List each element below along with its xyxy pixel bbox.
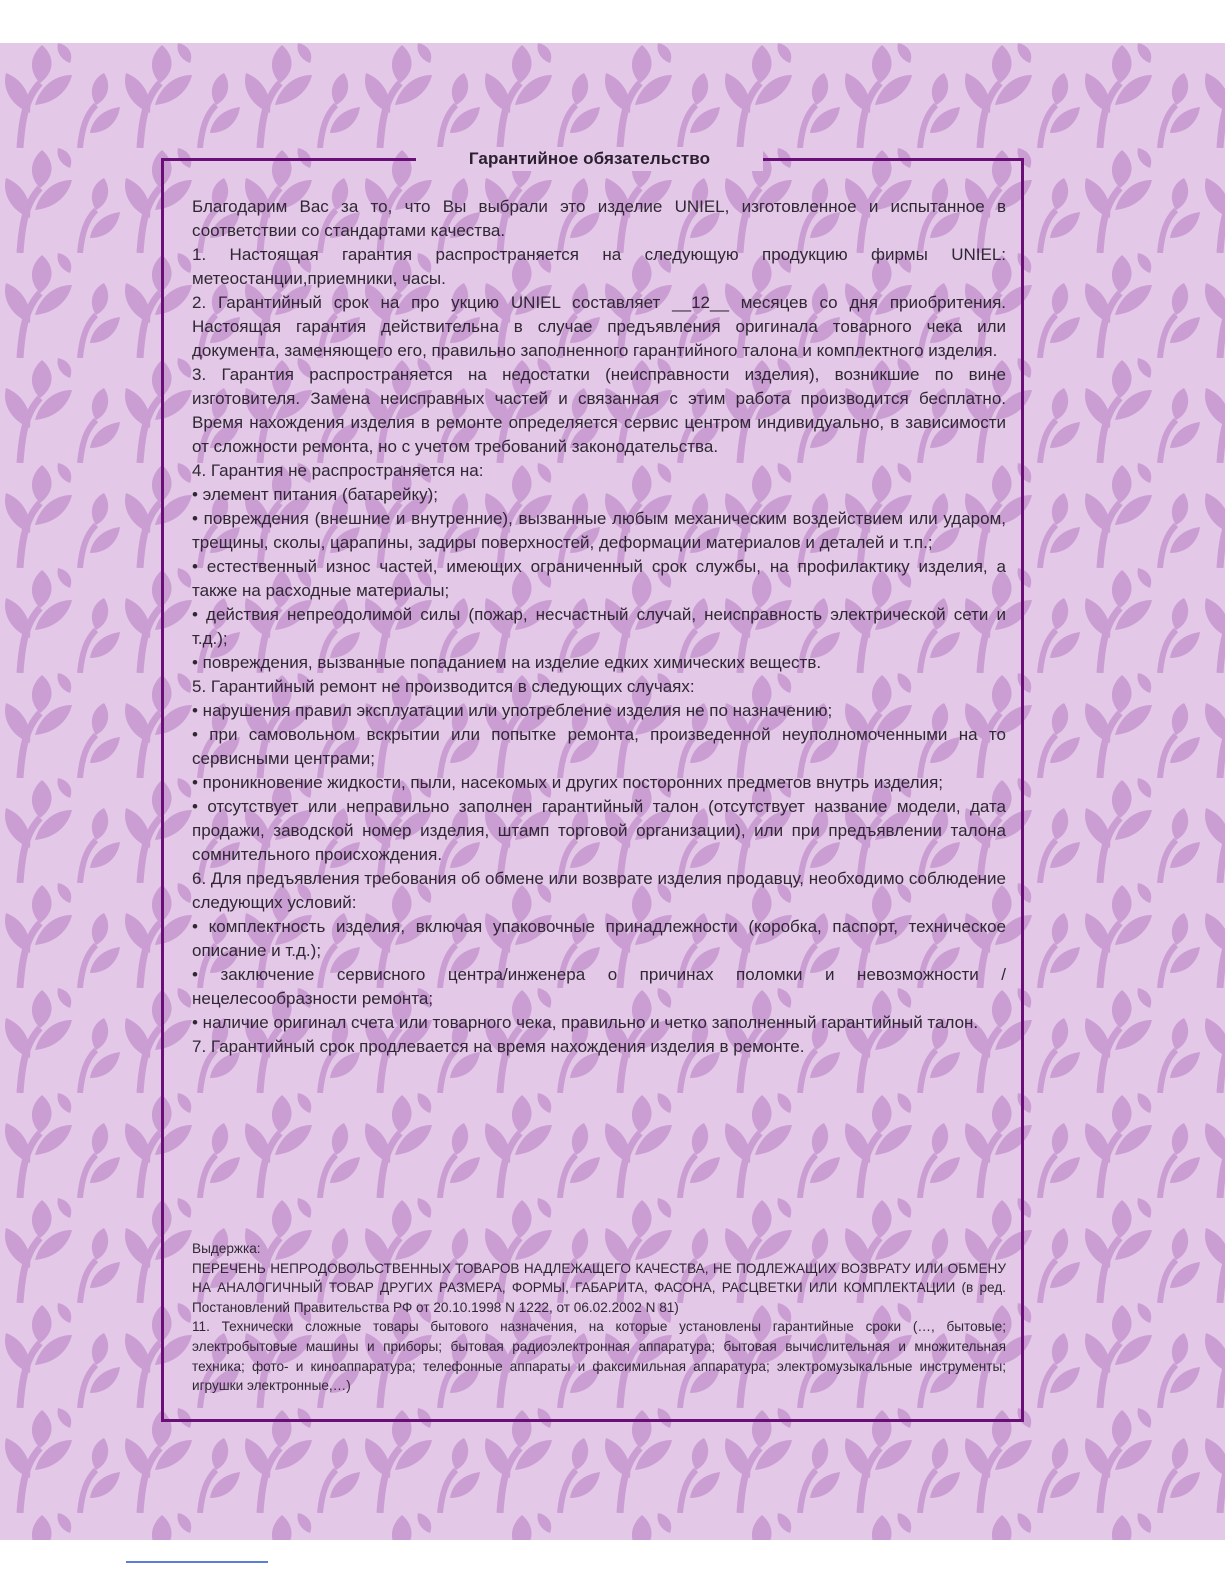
excerpt-paragraph: ПЕРЕЧЕНЬ НЕПРОДОВОЛЬСТВЕННЫХ ТОВАРОВ НАДЛЕЖАЩЕГО КАЧЕСТВА, НЕ ПОДЛЕЖАЩИХ ВОЗВРАТУ ИЛИ ОБМЕНУ НА АНАЛОГИЧНЫЙ ТОВАР ДРУГИХ РАЗМЕРА, ФОРМЫ, ГАБАРИТА, ФАСОНА, РАСЦВЕТКИ ИЛИ КОМПЛЕКТАЦИИ (в ред. Постановлений Правительства РФ от 20.10.1998 N 1222, от 06.02.2002 N 81): [192, 1260, 1006, 1315]
paragraph: • элемент питания (батарейку);: [192, 485, 439, 504]
document-title: Гарантийное обязательство: [468, 149, 711, 168]
paragraph: • наличие оригинал счета или товарного чека, правильно и четко заполненный гарантийный талон.: [192, 1013, 979, 1032]
paragraph: • естественный износ частей, имеющих ограниченный срок службы, на профилактику изделия, а также на расходные материалы;: [192, 557, 1006, 600]
title-container: [416, 147, 763, 171]
paragraph: • комплектность изделия, включая упаковочные принадлежности (коробка, паспорт, техническое описание и т.д.);: [192, 917, 1006, 960]
excerpt-paragraph: 11. Технически сложные товары бытового назначения, на которые установлены гарантийные сроки (…, бытовые; электробытовые машины и приборы; бытовая радиоэлектронная аппаратура; бытовая вычислительная и множительная техника; фото- и киноаппаратура; телефонные аппараты и факсимильная аппаратура; электромузыкальные инструменты; игрушки электронные,…): [192, 1319, 1006, 1394]
paragraph: • повреждения (внешние и внутренние), вызванные любым механическим воздействием или ударом, трещины, сколы, царапины, задиры поверхностей, деформации материалов и деталей и т.п.;: [192, 509, 1006, 552]
paragraph: 1. Настоящая гарантия распространяется на следующую продукцию фирмы UNIEL: метеостанции,приемники, часы.: [192, 245, 1006, 288]
paragraph: 6. Для предъявления требования об обмене или возврате изделия продавцу, необходимо соблюдение следующих условий:: [192, 869, 1006, 912]
paragraph: 2. Гарантийный срок на про укцию UNIEL составляет __12__ месяцев со дня приобритения. Настоящая гарантия действительна в случае предъявления оригинала товарного чека или документа, заменяющего его, правильно заполненного гарантийного талона и комплектного изделия.: [192, 293, 1006, 360]
paragraph: Благодарим Вас за то, что Вы выбрали это изделие UNIEL, изготовленное и испытанное в соответствии со стандартами качества.: [192, 197, 1006, 240]
paragraph: 4. Гарантия не распространяется на:: [192, 461, 484, 480]
paragraph: • нарушения правил эксплуатации или употребление изделия не по назначению;: [192, 701, 833, 720]
bottom-link-underline[interactable]: [126, 1561, 268, 1563]
legal-excerpt: [192, 1239, 1006, 1396]
paragraph: 3. Гарантия распространяется на недостатки (неисправности изделия), возникшие по вине изготовителя. Замена неисправных частей и связанная с этим работа производится бесплатно. Время нахождения изделия в ремонте определяется сервис центром индивидуально, в зависимости от сложности ремонта, но с учетом требований законодательства.: [192, 365, 1006, 456]
document-page: [0, 43, 1225, 1540]
paragraph: • при самовольном вскрытии или попытке ремонта, произведенной неуполномоченными на то сервисными центрами;: [192, 725, 1006, 768]
paragraph: • заключение сервисного центра/инженера о причинах поломки и невозможности / нецелесообразности ремонта;: [192, 965, 1006, 1008]
paragraph: 7. Гарантийный срок продлевается на время нахождения изделия в ремонте.: [192, 1037, 805, 1056]
warranty-text: [192, 195, 1006, 1059]
paragraph: • повреждения, вызванные попаданием на изделие едких химических веществ.: [192, 653, 822, 672]
paragraph: 5. Гарантийный ремонт не производится в следующих случаях:: [192, 677, 695, 696]
paragraph: • проникновение жидкости, пыли, насекомых и других посторонних предметов внутрь изделия;: [192, 773, 943, 792]
paragraph: • действия непреодолимой силы (пожар, несчастный случай, неисправность электрической сети и т.д.);: [192, 605, 1006, 648]
paragraph: • отсутствует или неправильно заполнен гарантийный талон (отсутствует название модели, дата продажи, заводской номер изделия, штамп торговой организации), или при предъявлении талона сомнительного происхождения.: [192, 797, 1006, 864]
excerpt-label: Выдержка:: [192, 1241, 261, 1256]
